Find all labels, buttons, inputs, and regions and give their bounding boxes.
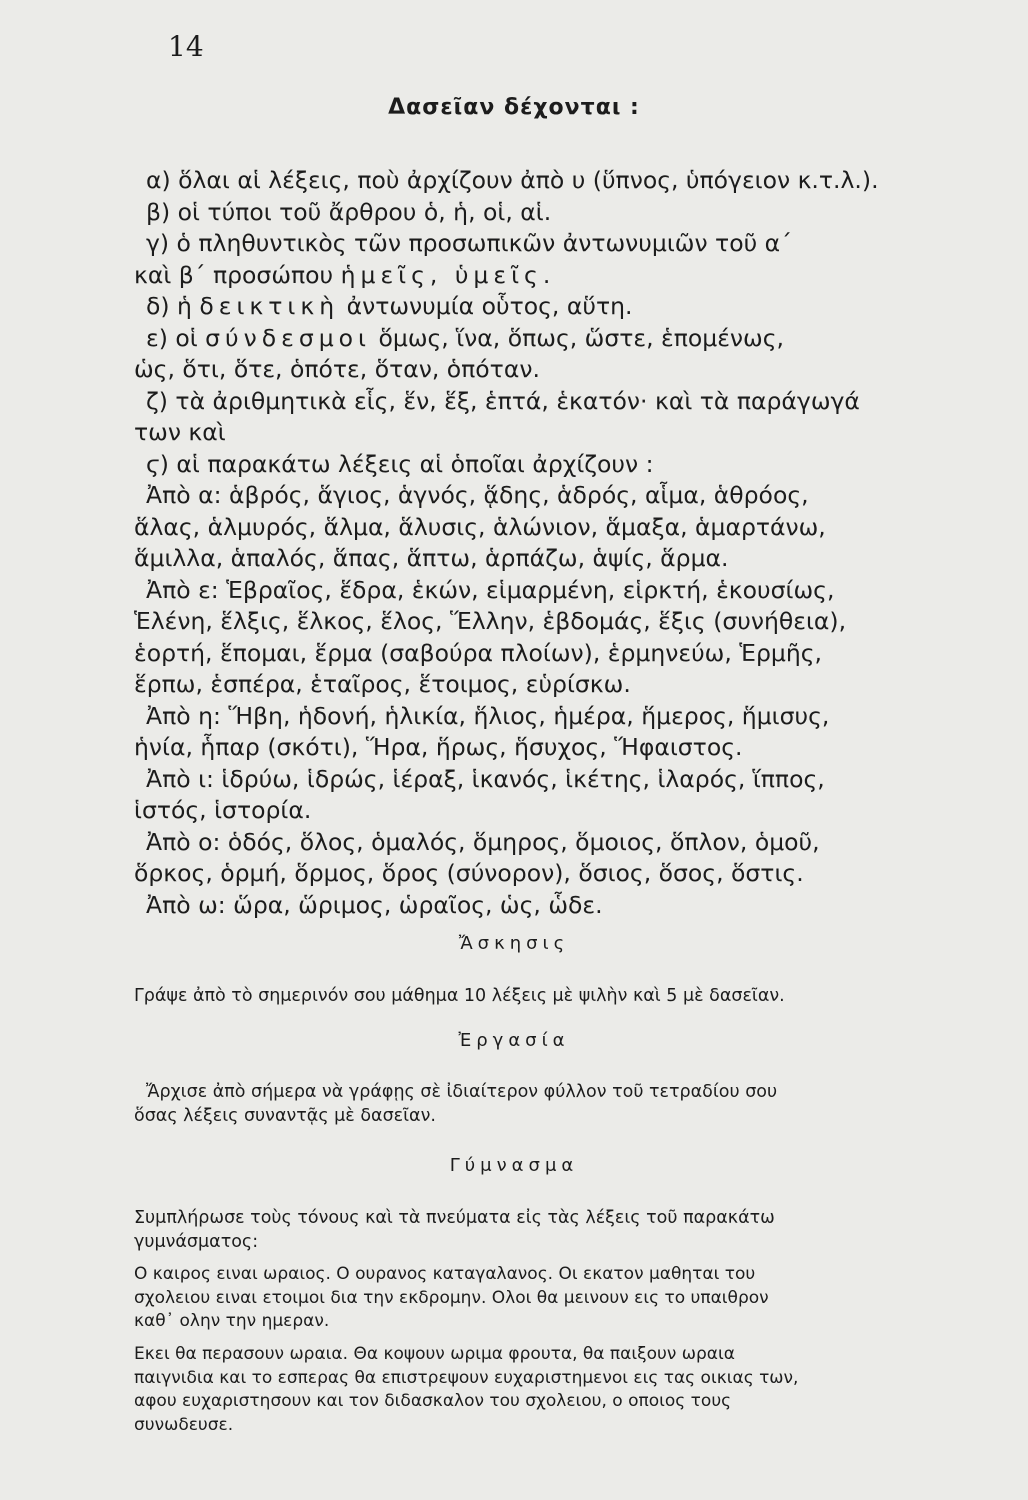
rule-iota-line2: ἱστός, ἱστορία. (134, 796, 312, 824)
exercise-heading: Ἄσκησις (458, 933, 570, 954)
rule-iota-line1: Ἀπὸ ι: ἱδρύω, ἱδρώς, ἱέραξ, ἱκανός, ἱκέτης, ἱλαρός, ἵππος, (146, 764, 825, 793)
work-heading: Ἐργασία (458, 1030, 570, 1051)
exercise-text (134, 984, 974, 1008)
rule-b: β) οἱ τύποι τοῦ ἄρθρου ὁ, ἡ, οἱ, αἱ. (146, 197, 552, 226)
work-line1: Ἄρχισε ἀπὸ σήμερα νὰ γράφῃς σὲ ἰδιαίτερον φύλλον τοῦ τετραδίου σου (146, 1082, 778, 1102)
drill-paragraph-1 (134, 1263, 974, 1334)
rule-e-line2: ὡς, ὅτι, ὅτε, ὁπότε, ὅταν, ὁπόταν. (134, 355, 540, 383)
work-line2: ὅσας λέξεις συναντᾷς μὲ δασεῖαν. (134, 1106, 436, 1126)
rule-omicron-line2: ὅρκος, ὁρμή, ὅρμος, ὅρος (σύνορον), ὅσιος, ὅσος, ὅστις. (134, 859, 804, 887)
drill-p2-line4: συνωδευσε. (134, 1414, 234, 1435)
rule-e-line1: ε) οἱ σύνδεσμοι ὅμως, ἵνα, ὅπως, ὥστε, ἑπομένως, (146, 323, 784, 352)
drill-p1-line2: σχολειου ειναι ετοιμοι δια την εκδρομην. Ολοι θα μεινουν εις το υπαιθρον (134, 1287, 769, 1308)
drill-heading: Γύμνασμα (449, 1155, 579, 1176)
rule-c-line2: καὶ β΄ προσώπου ἡμεῖς, ὑμεῖς. (134, 260, 556, 289)
section-heading: Δασεῖαν δέχονται : (388, 95, 640, 120)
rule-d: δ) ἡ δεικτικὴ ἀντωνυμία οὗτος, αὕτη. (146, 292, 633, 320)
rule-eta-line1: Ἀπὸ η: Ἥβη, ἡδονή, ἡλικία, ἥλιος, ἡμέρα, ἥμερος, ἥμισυς, (146, 701, 830, 730)
drill-instr-line2: γυμνάσματος: (134, 1232, 259, 1252)
rule-alpha-line3: ἅμιλλα, ἁπαλός, ἅπας, ἅπτω, ἁρπάζω, ἁψίς, ἅρμα. (134, 544, 729, 572)
exercise-line: Γράψε ἀπὸ τὸ σημερινόν σου μάθημα 10 λέξεις μὲ ψιλὴν καὶ 5 μὲ δασεῖαν. (134, 986, 785, 1006)
rule-eta-line2: ἡνία, ἧπαρ (σκότι), Ἥρα, ἥρως, ἥσυχος, Ἥφαιστος. (134, 733, 743, 761)
drill-instructions (134, 1206, 974, 1254)
rule-epsilon-line1: Ἀπὸ ε: Ἑβραῖος, ἕδρα, ἑκών, εἱμαρμένη, εἱρκτή, ἑκουσίως, (146, 575, 835, 604)
drill-p2-line3: αφου ευχαριστησουν και τον διδασκαλον του σχολειου, ο οποιος τους (134, 1391, 732, 1411)
rule-epsilon-line2: Ἑλένη, ἕλξις, ἕλκος, ἕλος, Ἕλλην, ἑβδομάς, ἕξις (συνήθεια), (134, 607, 847, 635)
rule-alpha-line1: Ἀπὸ α: ἁβρός, ἅγιος, ἁγνός, ᾅδης, ἁδρός, αἷμα, ἁθρόος, (146, 481, 809, 509)
work-text (134, 1080, 974, 1128)
rule-c-line1: γ) ὁ πληθυντικὸς τῶν προσωπικῶν ἀντωνυμιῶν τοῦ α΄ (146, 229, 792, 257)
rule-omega-line1: Ἀπὸ ω: ὥρα, ὥριμος, ὡραῖος, ὡς, ὧδε. (146, 890, 603, 919)
rule-alpha-line2: ἅλας, ἁλμυρός, ἅλμα, ἅλυσις, ἁλώνιον, ἅμαξα, ἁμαρτάνω, (134, 512, 826, 541)
rule-a: α) ὅλαι αἱ λέξεις, ποὺ ἀρχίζουν ἀπὸ υ (ὕπνος, ὑπόγειον κ.τ.λ.). (146, 166, 879, 194)
page-number: 14 (168, 30, 204, 63)
drill-p1-line1: Ο καιρος ειναι ωραιος. Ο ουρανος καταγαλανος. Οι εκατον μαθηται του (134, 1264, 756, 1284)
drill-p2-line1: Εκει θα περασουν ωραια. Θα κοψουν ωριμα φρουτα, θα παιξουν ωραια (134, 1344, 735, 1364)
drill-instr-line1: Συμπλήρωσε τοὺς τόνους καὶ τὰ πνεύματα εἰς τὰς λέξεις τοῦ παρακάτω (134, 1208, 775, 1228)
rule-omicron-line1: Ἀπὸ ο: ὁδός, ὅλος, ὁμαλός, ὅμηρος, ὅμοιος, ὅπλον, ὁμοῦ, (146, 827, 820, 856)
drill-p1-line3: καθ᾽ ολην την ημεραν. (134, 1311, 330, 1331)
rule-z-line2: των καὶ (134, 418, 226, 446)
drill-p2-line2: παιγνιδια και το εσπερας θα επιστρεψουν ευχαριστημενοι εις τας οικιας των, (134, 1367, 799, 1388)
rule-st: ϛ) αἱ παρακάτω λέξεις αἱ ὁποῖαι ἀρχίζουν : (146, 449, 654, 478)
drill-paragraph-2 (134, 1343, 974, 1437)
rule-epsilon-line4: ἕρπω, ἑσπέρα, ἑταῖρος, ἕτοιμος, εὑρίσκω. (134, 670, 631, 698)
rule-epsilon-line3: ἑορτή, ἕπομαι, ἕρμα (σαβούρα πλοίων), ἑρμηνεύω, Ἑρμῆς, (134, 638, 823, 667)
rules-list (134, 165, 964, 921)
rule-z-line1: ζ) τὰ ἀριθμητικὰ εἷς, ἕν, ἕξ, ἑπτά, ἑκατόν· καὶ τὰ παράγωγά (146, 386, 860, 415)
